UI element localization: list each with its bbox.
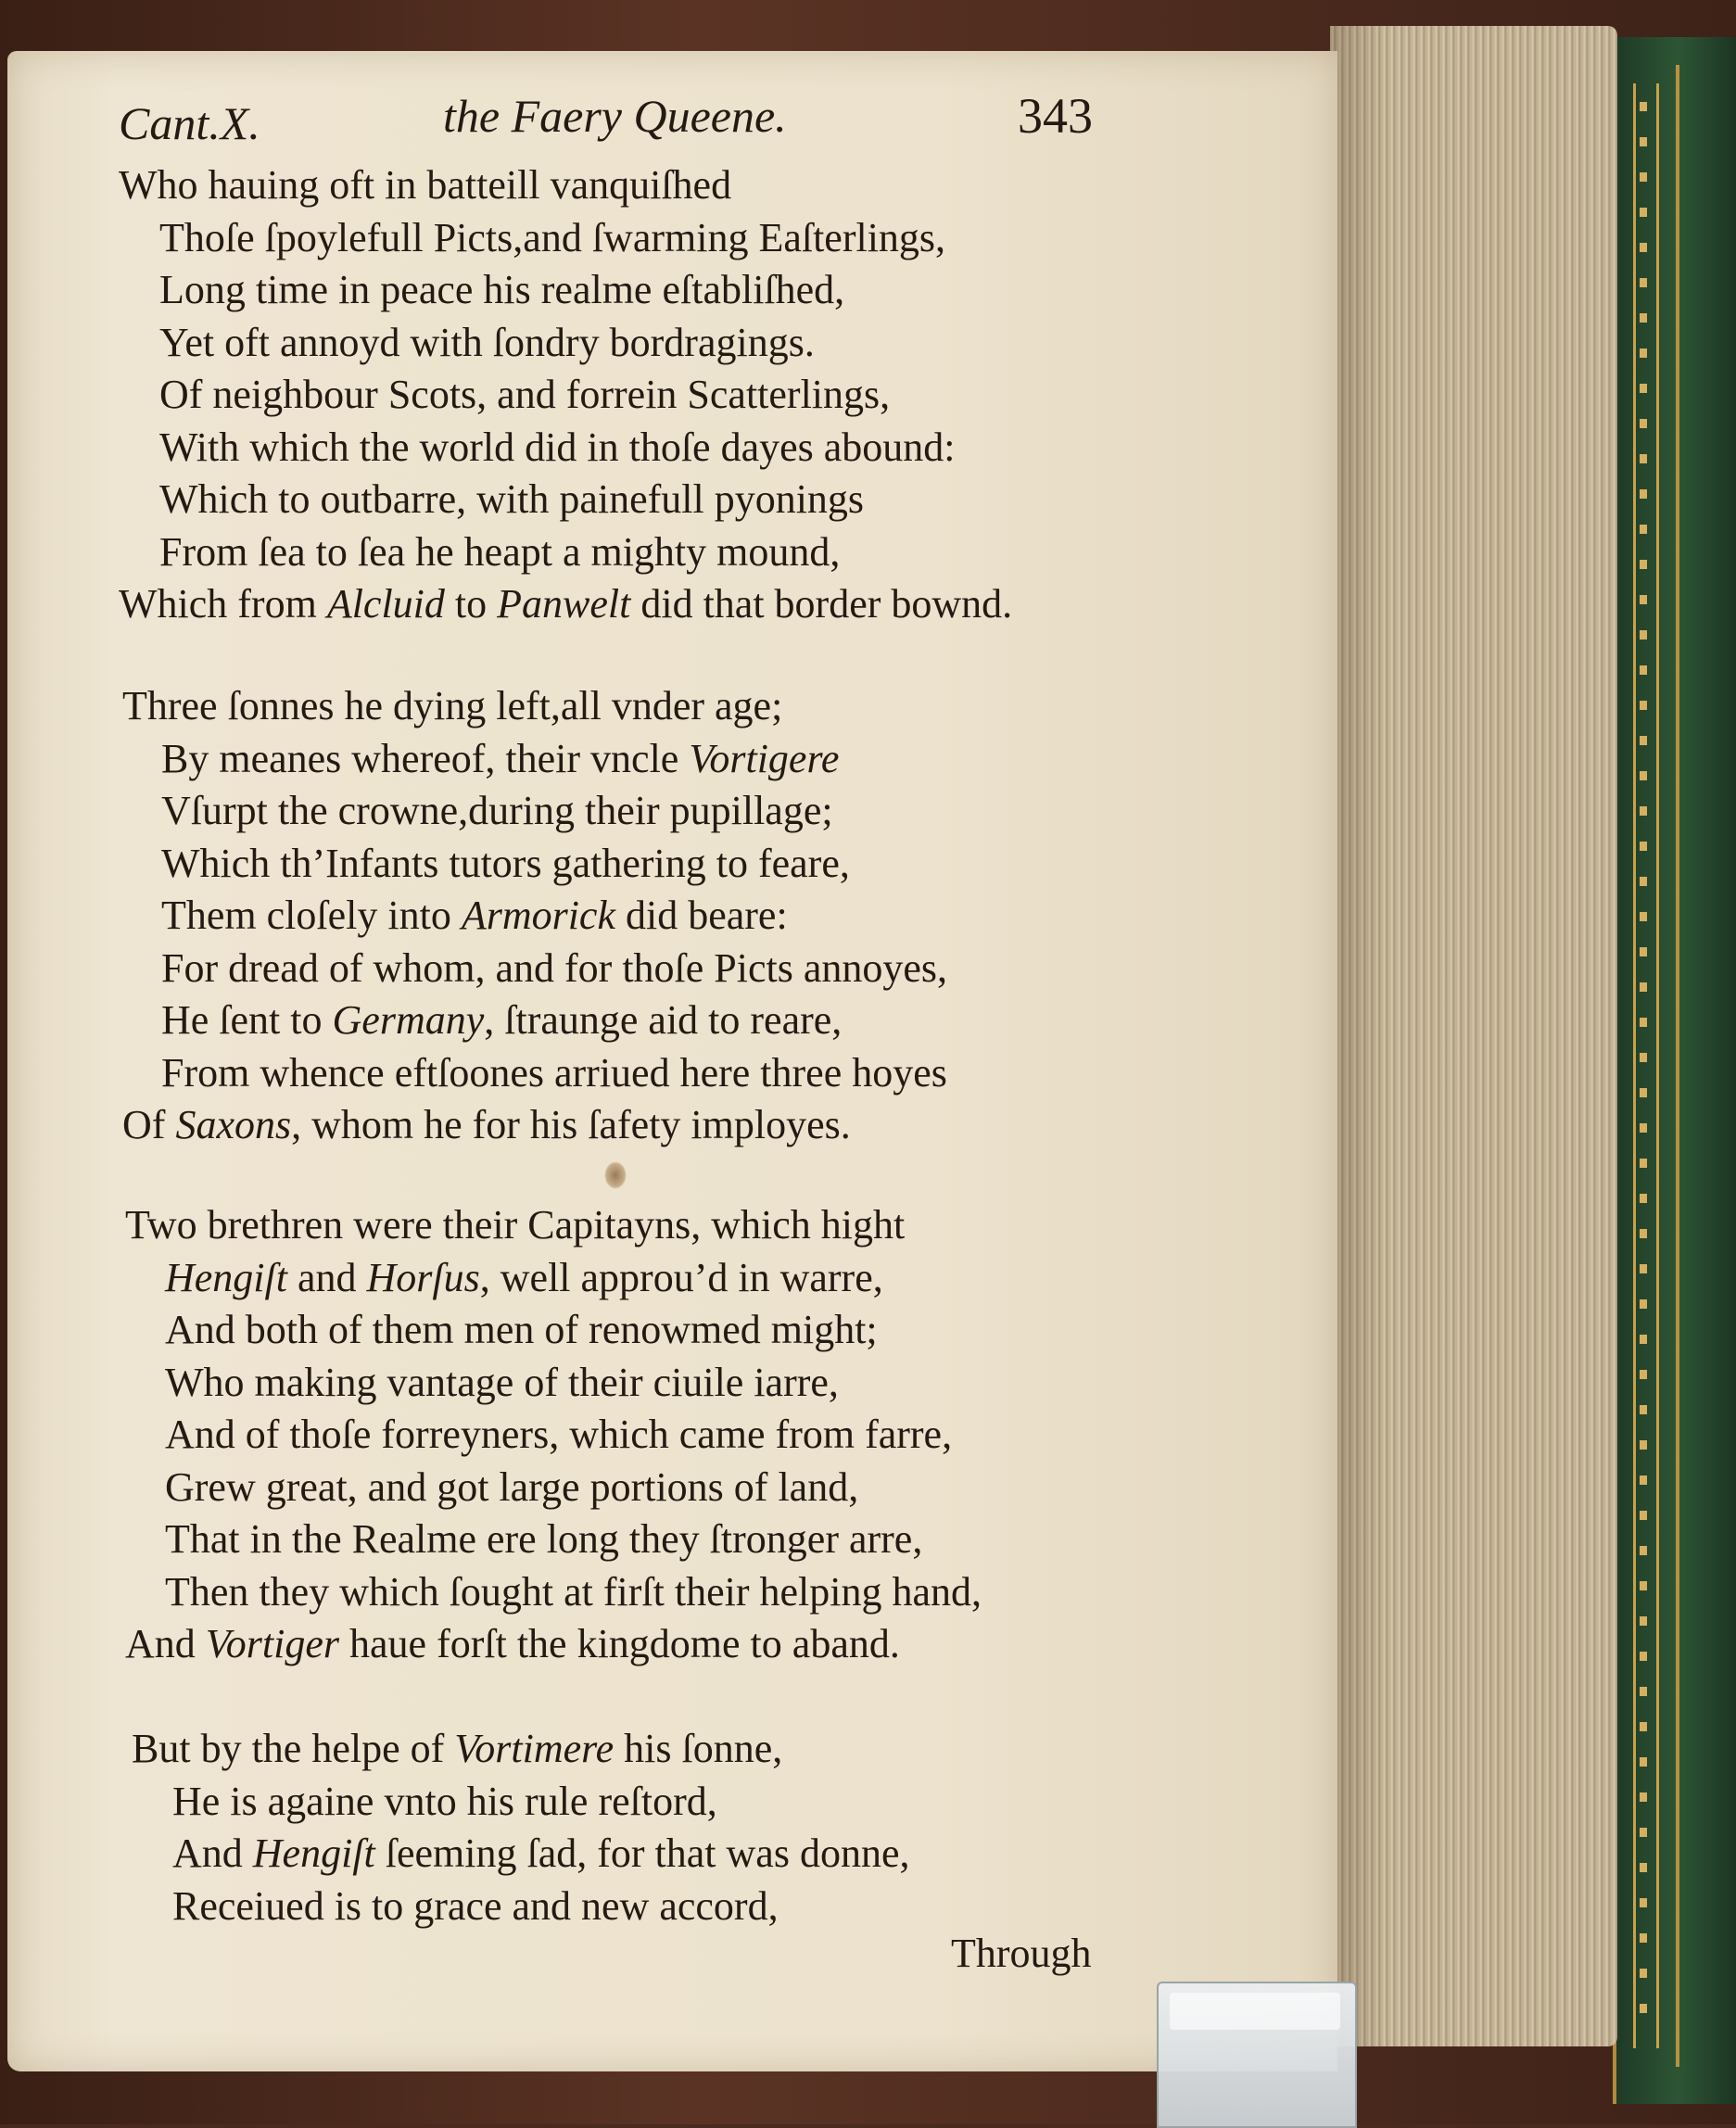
verse-line <box>161 736 840 781</box>
verse-line <box>165 1255 883 1300</box>
verse-line <box>159 320 815 365</box>
running-head-canto: Cant.X. <box>119 97 260 149</box>
verse-text: That in the Realme ere long they ſtronger arre, <box>165 1516 923 1562</box>
verse-line <box>159 267 845 312</box>
verse-text: Then they which ſought at firſt their helping hand, <box>165 1569 982 1615</box>
verse-text: Which to outbarre, with painefull pyonings <box>159 476 865 522</box>
running-head-title: the Faery Queene. <box>443 90 787 142</box>
page-number: 343 <box>1018 88 1093 144</box>
italic-name: Hengiſt <box>252 1830 375 1876</box>
verse-line <box>161 1050 947 1096</box>
verse-text: He is againe vnto his rule reſtord, <box>172 1779 717 1824</box>
verse-text: Who hauing oft in batteill vanquiſhed <box>119 162 732 208</box>
verse-text: Two brethren were their Capitayns, which hight <box>125 1202 906 1248</box>
verse-line <box>161 788 833 833</box>
verse-line <box>125 1621 900 1666</box>
italic-name: Hengiſt <box>165 1255 287 1300</box>
italic-name: Alcluid <box>326 581 445 627</box>
verse-line <box>159 529 841 575</box>
verse-text: By meanes whereof, their vncle <box>161 736 690 781</box>
verse-line <box>165 1464 859 1510</box>
verse-text: to <box>444 581 498 627</box>
verse-line <box>159 215 946 260</box>
verse-line <box>165 1307 878 1352</box>
verse-line <box>119 581 1013 627</box>
verse-text: Who making vantage of their ciuile iarre, <box>165 1360 839 1405</box>
verse-line <box>122 683 783 728</box>
verse-text: Which from <box>119 581 327 627</box>
verse-text: Yet oft annoyd with ſondry bordragings. <box>159 320 815 365</box>
verse-text: And <box>172 1830 253 1876</box>
verse-line <box>125 1202 906 1248</box>
verse-text: And both of them men of renowmed might; <box>165 1307 878 1352</box>
verse-line <box>165 1569 982 1615</box>
italic-name: Saxons <box>175 1102 292 1147</box>
verse-text: Long time in peace his realme eſtabliſhed, <box>159 267 845 312</box>
verse-text: Receiued is to grace and new accord, <box>172 1883 779 1929</box>
page-edge-shadow <box>1330 26 1386 2046</box>
verse-text: And <box>125 1621 206 1666</box>
verse-line <box>165 1414 952 1455</box>
verse-text: From ſea to ſea he heapt a mighty mound, <box>159 529 841 575</box>
verse-text: , well approu’d in warre, <box>479 1255 883 1300</box>
verse-line <box>161 895 788 936</box>
verse-line <box>159 424 956 470</box>
verse-text: , ſtraunge aid to reare, <box>484 997 843 1043</box>
verse-text: did beare: <box>615 893 788 938</box>
verse-line <box>159 374 890 415</box>
verse-line <box>119 162 732 208</box>
verse-text: and <box>286 1255 367 1300</box>
verse-text: his ſonne, <box>614 1726 783 1771</box>
verse-text: And of thoſe forreyners, which came from farre, <box>165 1412 953 1457</box>
verse-text: , whom he for his ſafety imployes. <box>291 1102 851 1147</box>
verse-text: From whence eftſoones arriued here three hoyes <box>161 1050 947 1096</box>
verse-text: Grew great, and got large portions of land, <box>165 1464 859 1510</box>
gilt-rule <box>1676 65 1679 2067</box>
verse-text: But by the helpe of <box>132 1726 455 1771</box>
verse-text: ſeeming ſad, for that was donne, <box>374 1830 910 1876</box>
verse-line <box>161 843 850 884</box>
verse-text: Thoſe ſpoylefull Picts,and ſwarming Eaſterlings, <box>159 215 946 260</box>
verse-text: He ſent to <box>161 997 333 1043</box>
verse-line <box>172 1883 779 1929</box>
page-clip-highlight <box>1170 1993 1340 2030</box>
verse-line <box>172 1781 717 1822</box>
italic-name: Armorick <box>461 893 615 938</box>
verse-line <box>132 1726 783 1771</box>
verse-line <box>161 997 843 1043</box>
verse-text: Them cloſely into <box>161 893 462 938</box>
italic-name: Horſus <box>366 1255 480 1300</box>
verse-text: Vſurpt the crowne,during their pupillage; <box>161 788 833 833</box>
verse-line <box>161 945 948 991</box>
green-leather-cover <box>1613 37 1736 2104</box>
verse-line <box>165 1362 839 1403</box>
verse-text: For dread of whom, and for thoſe Picts annoyes, <box>161 945 948 991</box>
italic-name: Germany <box>332 997 485 1043</box>
verse-text: Which th’Infants tutors gathering to feare, <box>161 841 850 886</box>
verse-line <box>122 1102 851 1147</box>
verse-text: Three ſonnes he dying left,all vnder age; <box>122 683 783 728</box>
catchword: Through <box>951 1931 1092 1976</box>
verse-text: did that border bownd. <box>630 581 1013 627</box>
italic-name: Vortigere <box>689 736 840 781</box>
italic-name: Panwelt <box>497 581 631 627</box>
paper-stain <box>604 1161 627 1189</box>
italic-name: Vortiger <box>205 1621 340 1666</box>
gilt-tooling-ornament <box>1640 102 1647 2030</box>
verse-line <box>159 476 865 522</box>
verse-line <box>165 1516 923 1562</box>
verse-text: Of <box>122 1102 176 1147</box>
verse-text: haue forſt the kingdome to aband. <box>339 1621 900 1666</box>
italic-name: Vortimere <box>454 1726 615 1771</box>
verse-text: With which the world did in thoſe dayes abound: <box>159 424 956 470</box>
verse-line <box>172 1830 910 1876</box>
verse-text: Of neighbour Scots, and forrein Scatterlings, <box>159 372 891 417</box>
